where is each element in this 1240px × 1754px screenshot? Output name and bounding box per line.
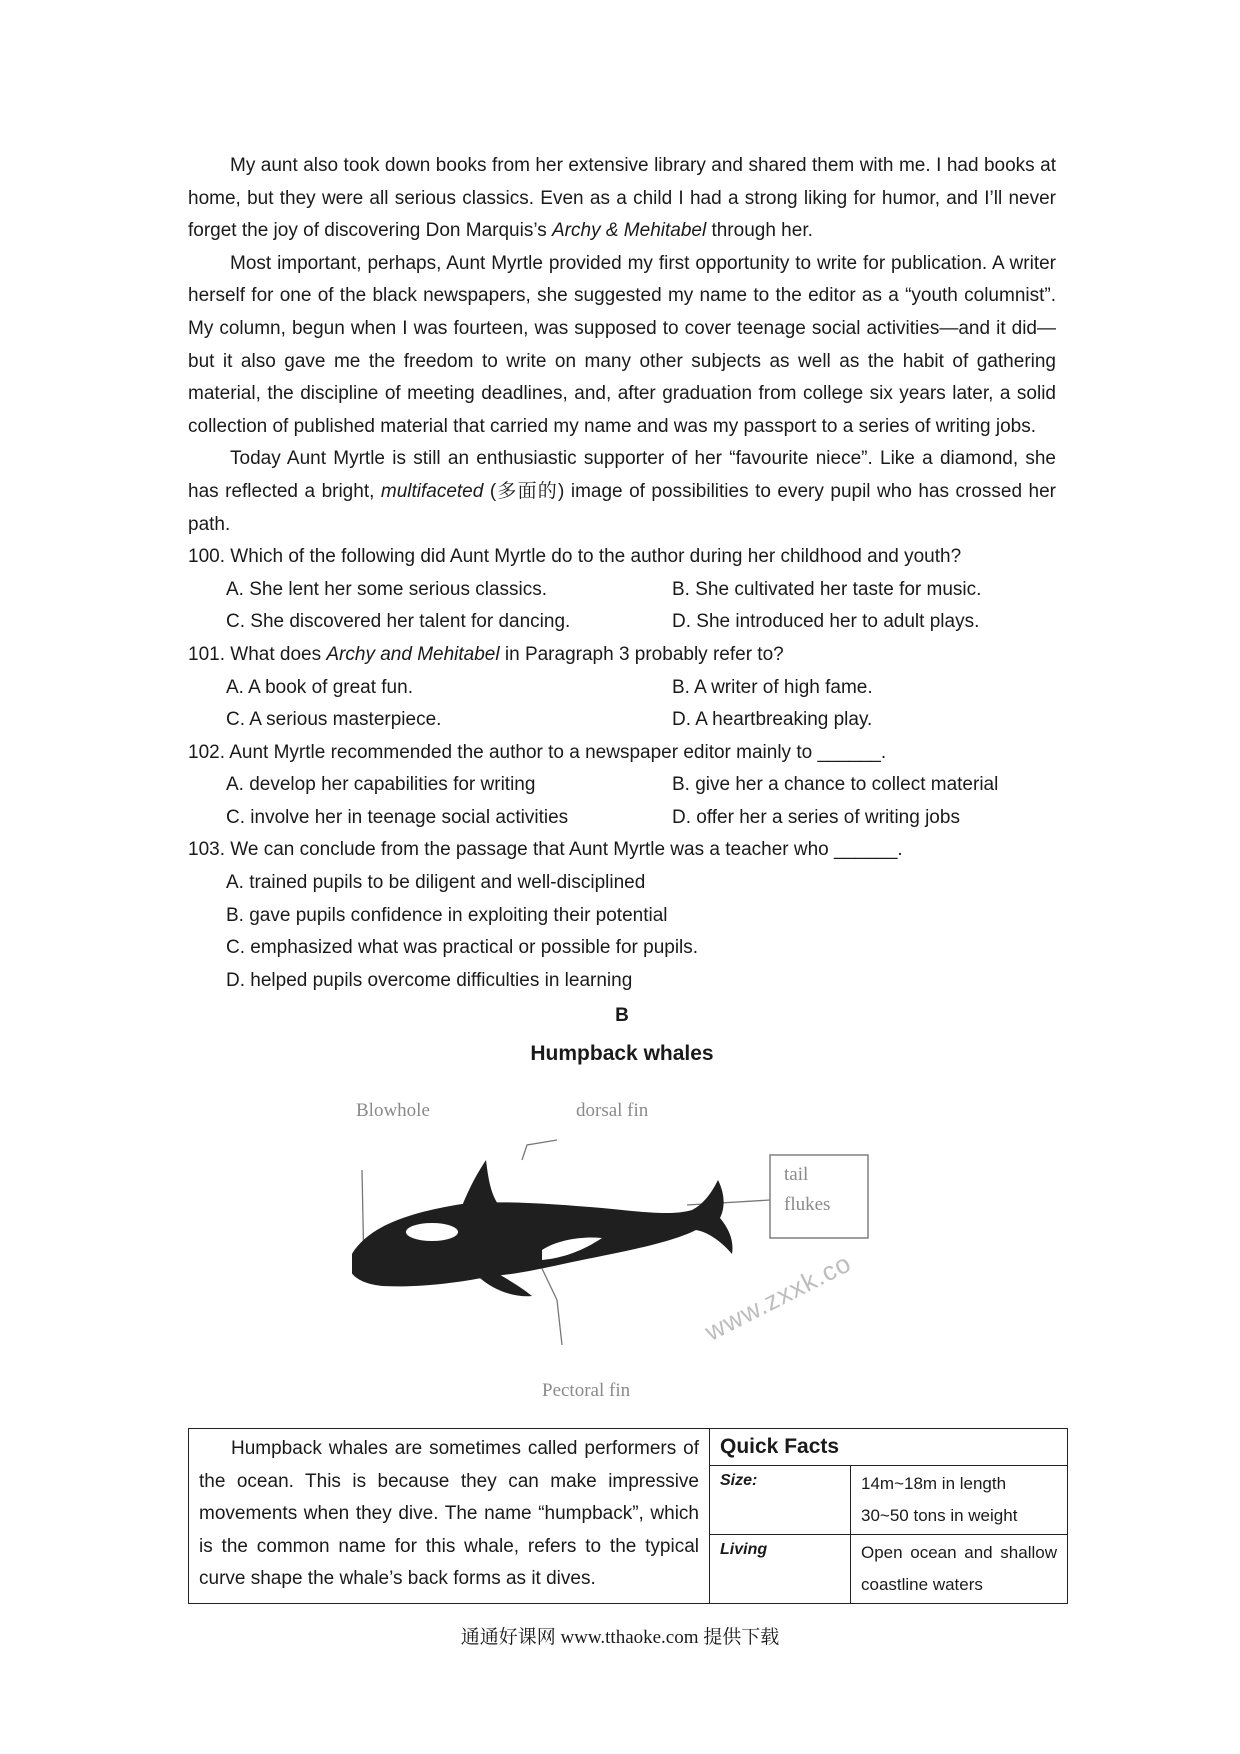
whale-description: Humpback whales are sometimes called performers of the ocean. This is because they can make impressive movements when they dive. The name “humpback”, which is the common name for this whale, refers to the typical curve shape the whale’s back forms as it dives.	[189, 1429, 710, 1604]
label-blowhole: Blowhole	[356, 1100, 430, 1121]
label-flukes: flukes	[784, 1194, 831, 1215]
quick-facts-heading: Quick Facts	[710, 1429, 1068, 1466]
question-100	[188, 541, 1056, 639]
option-c: C. involve her in teenage social activities	[226, 806, 569, 828]
option-c: C. She discovered her talent for dancing.	[226, 611, 571, 633]
living-label: Living	[710, 1535, 851, 1604]
option-d: D. helped pupils overcome difficulties in learning	[226, 969, 633, 991]
label-tail: tail	[784, 1164, 809, 1185]
option-c: C. A serious masterpiece.	[226, 709, 442, 731]
size-value: 14m~18m in length 30~50 tons in weight	[851, 1466, 1068, 1535]
footer-text: 通通好课网 www.tthaoke.com 提供下载	[460, 1627, 780, 1648]
book-title: Archy & Mehitabel	[552, 220, 707, 242]
question-101	[188, 639, 1056, 737]
question-102	[188, 737, 1056, 835]
option-b: B. give her a chance to collect material	[672, 774, 999, 796]
figure-title: Humpback whales	[530, 1042, 714, 1066]
option-a: A. develop her capabilities for writing	[226, 774, 536, 796]
paragraph-1: My aunt also took down books from her extensive library and shared them with me. I had books at home, but they were all serious classics. Even as a child I had a strong liking for humor, and I’ll never forget the joy of discovering Don Marquis’s Archy & Mehitabel through her.	[188, 155, 1056, 242]
label-dorsal-fin: dorsal fin	[576, 1100, 649, 1121]
italic-word: multifaceted	[380, 480, 484, 502]
option-d: D. She introduced her to adult plays.	[672, 611, 980, 633]
question-103	[188, 834, 1056, 997]
question-stem: 101. What does Archy and Mehitabel in Paragraph 3 probably refer to?	[188, 643, 784, 665]
option-c: C. emphasized what was practical or possible for pupils.	[226, 937, 699, 959]
option-b: B. A writer of high fame.	[672, 676, 873, 698]
question-stem: 102. Aunt Myrtle recommended the author to a newspaper editor mainly to ______.	[188, 741, 887, 763]
question-stem: 100. Which of the following did Aunt Myrtle do to the author during her childhood and youth?	[188, 546, 962, 568]
option-b: B. gave pupils confidence in exploiting their potential	[226, 904, 668, 926]
paragraph-2: Most important, perhaps, Aunt Myrtle provided my first opportunity to write for publication. A writer herself for one of the black newspapers, she suggested my name to the editor as a “youth columnist”. My column, begun when I was fourteen, was supposed to cover teenage social activities—and it did—but it also gave me the freedom to write on many other subjects as well as the habit of gathering material, the discipline of meeting deadlines, and, after graduation from college six years later, a solid collection of published material that carried my name and was my passport to a series of writing jobs.	[188, 252, 1056, 437]
passage-page	[188, 150, 1056, 1069]
living-value: Open ocean and shallow coastline waters	[851, 1535, 1068, 1604]
option-a: A. A book of great fun.	[226, 676, 413, 698]
option-a: A. She lent her some serious classics.	[226, 578, 548, 600]
option-a: A. trained pupils to be diligent and well-disciplined	[226, 872, 646, 894]
paragraph-3: Today Aunt Myrtle is still an enthusiastic supporter of her “favourite niece”. Like a diamond, she has reflected a bright, multifaceted (多面的) image of possibilities to every pupil who has crossed her path.	[188, 448, 1056, 535]
label-pectoral-fin: Pectoral fin	[542, 1380, 631, 1401]
option-d: D. A heartbreaking play.	[672, 709, 873, 731]
watermark-text: www.zxxk.co	[700, 1247, 857, 1347]
section-letter: B	[615, 1005, 629, 1027]
size-label: Size:	[710, 1466, 851, 1535]
whale-facts-table	[188, 1428, 1068, 1604]
question-stem: 103. We can conclude from the passage that Aunt Myrtle was a teacher who ______.	[188, 839, 903, 861]
option-d: D. offer her a series of writing jobs	[672, 806, 960, 828]
option-b: B. She cultivated her taste for music.	[672, 578, 982, 600]
